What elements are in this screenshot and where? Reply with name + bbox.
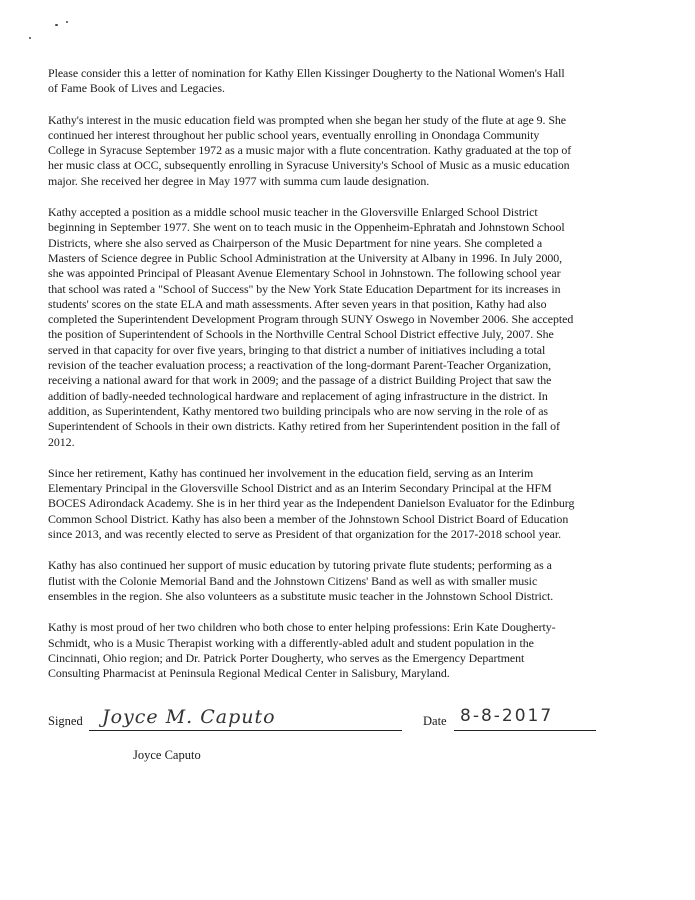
paragraph-line: served in that capacity for over five years, bringing to that district a number of initiatives including a total bbox=[48, 342, 546, 357]
scan-speck bbox=[55, 24, 58, 26]
paragraph-line: Masters of Science degree in Public School Administration at the University at Albany in 1996. In July 2000, bbox=[48, 250, 563, 265]
paragraph-line: Schmidt, who is a Music Therapist working with a differently-abled adult and student population in the bbox=[48, 635, 534, 650]
letter-paragraph bbox=[48, 466, 648, 542]
date-label: Date bbox=[423, 714, 447, 728]
paragraph-line: Kathy has also continued her support of music education by tutoring private flute students; performing as a bbox=[48, 558, 552, 573]
date-line bbox=[454, 730, 596, 731]
paragraph-line: addition, as Superintendent, Kathy mentored two building principals who are now serving in the role of as bbox=[48, 403, 548, 418]
paragraph-line: Please consider this a letter of nomination for Kathy Ellen Kissinger Dougherty to the National Women's Hall bbox=[48, 66, 565, 80]
scan-speck bbox=[66, 21, 68, 23]
letter-paragraph bbox=[48, 558, 648, 604]
paragraph-line: Common School District. Kathy has also been a member of the Johnstown School District Board of Education bbox=[48, 511, 569, 526]
paragraph-line: her music class at OCC, subsequently enrolling in Syracuse University's School of Music as a music education bbox=[48, 158, 570, 173]
paragraph-line: Consulting Pharmacist at Peninsula Regional Medical Center in Salisbury, Maryland. bbox=[48, 666, 450, 681]
paragraph-line: Cincinnati, Ohio region; and Dr. Patrick Porter Dougherty, who serves as the Emergency Department bbox=[48, 650, 525, 665]
handwritten-date: 8-8-2017 bbox=[460, 706, 554, 726]
paragraph-line: Kathy is most proud of her two children who both chose to enter helping professions: Erin Kate Dougherty- bbox=[48, 620, 556, 635]
paragraph-line: she was appointed Principal of Pleasant Avenue Elementary School in Johnstown. The following school year bbox=[48, 266, 561, 281]
paragraph-line: since 2013, and was recently elected to serve as President of that organization for the 2017-2018 school year. bbox=[48, 527, 562, 542]
paragraph-line: that school was rated a "School of Success" by the New York State Education Department for its increases in bbox=[48, 281, 561, 296]
paragraph-line: completed the Superintendent Development Program through SUNY Oswego in November 2006. She accepted bbox=[48, 312, 574, 327]
letter-paragraph bbox=[48, 66, 648, 97]
signed-label: Signed bbox=[48, 714, 83, 728]
handwritten-signature: Joyce M. Caputo bbox=[102, 706, 276, 728]
paragraph-line: Superintendent of Schools in their own districts. Kathy retired from her Superintendent position in the fall of bbox=[48, 419, 560, 434]
letter-paragraph bbox=[48, 113, 648, 189]
paragraph-line: receiving a national award for that work in 2009; and the passage of a district Building Project that saw the bbox=[48, 373, 552, 388]
signature-line bbox=[89, 730, 402, 731]
paragraph-line: BOCES Adirondack Academy. She is in her third year as the Independent Danielson Evaluator for the Edinburg bbox=[48, 496, 575, 511]
paragraph-line: continued her interest throughout her public school years, eventually enrolling in Onondaga Community bbox=[48, 127, 540, 142]
paragraph-line: ensembles in the region. She also volunteers as a substitute music teacher in the Johnstown School District. bbox=[48, 588, 554, 603]
paragraph-line: the position of Superintendent of Schools in the Northville Central School District effective July, 2007. She bbox=[48, 327, 554, 342]
letter-body bbox=[48, 66, 648, 697]
scan-speck bbox=[29, 37, 31, 39]
paragraph-line: addition of badly-needed technological hardware and replacement of aging infrastructure in the district. In bbox=[48, 388, 548, 403]
paragraph-line: Kathy's interest in the music education field was prompted when she began her study of the flute at age 9. She bbox=[48, 112, 567, 127]
paragraph-line: beginning in September 1977. She went on to teach music in the Oppenheim-Ephratah and Johnstown School bbox=[48, 220, 565, 235]
paragraph-line: Kathy accepted a position as a middle school music teacher in the Gloversville Enlarged School District bbox=[48, 205, 538, 220]
letter-paragraph bbox=[48, 620, 648, 681]
paragraph-line: 2012. bbox=[48, 434, 75, 449]
paragraph-line: flutist with the Colonie Memorial Band and the Johnstown Citizens' Band as well as with smaller music bbox=[48, 573, 538, 588]
printed-name: Joyce Caputo bbox=[133, 748, 201, 762]
signature-row bbox=[48, 706, 648, 740]
paragraph-line: Elementary Principal in the Gloversville School District and as an Interim Secondary Principal at the HFM bbox=[48, 481, 552, 496]
paragraph-line: students' scores on the state ELA and math assessments. After seven years in that position, Kathy had also bbox=[48, 296, 547, 311]
paragraph-line: revision of the teacher evaluation process; a reactivation of the long-dormant Parent-Teacher Organization, bbox=[48, 358, 552, 373]
paragraph-line: Since her retirement, Kathy has continued her involvement in the education field, serving as an Interim bbox=[48, 465, 534, 480]
paragraph-line: Districts, where she also served as Chairperson of the Music Department for nine years. She completed a bbox=[48, 235, 543, 250]
paragraph-line: College in Syracuse September 1972 as a music major with a flute concentration. Kathy graduated at the top of bbox=[48, 143, 572, 158]
paragraph-line: of Fame Book of Lives and Legacies. bbox=[48, 81, 225, 96]
letter-paragraph bbox=[48, 205, 648, 450]
paragraph-line: major. She received her degree in May 1977 with summa cum laude designation. bbox=[48, 173, 430, 188]
